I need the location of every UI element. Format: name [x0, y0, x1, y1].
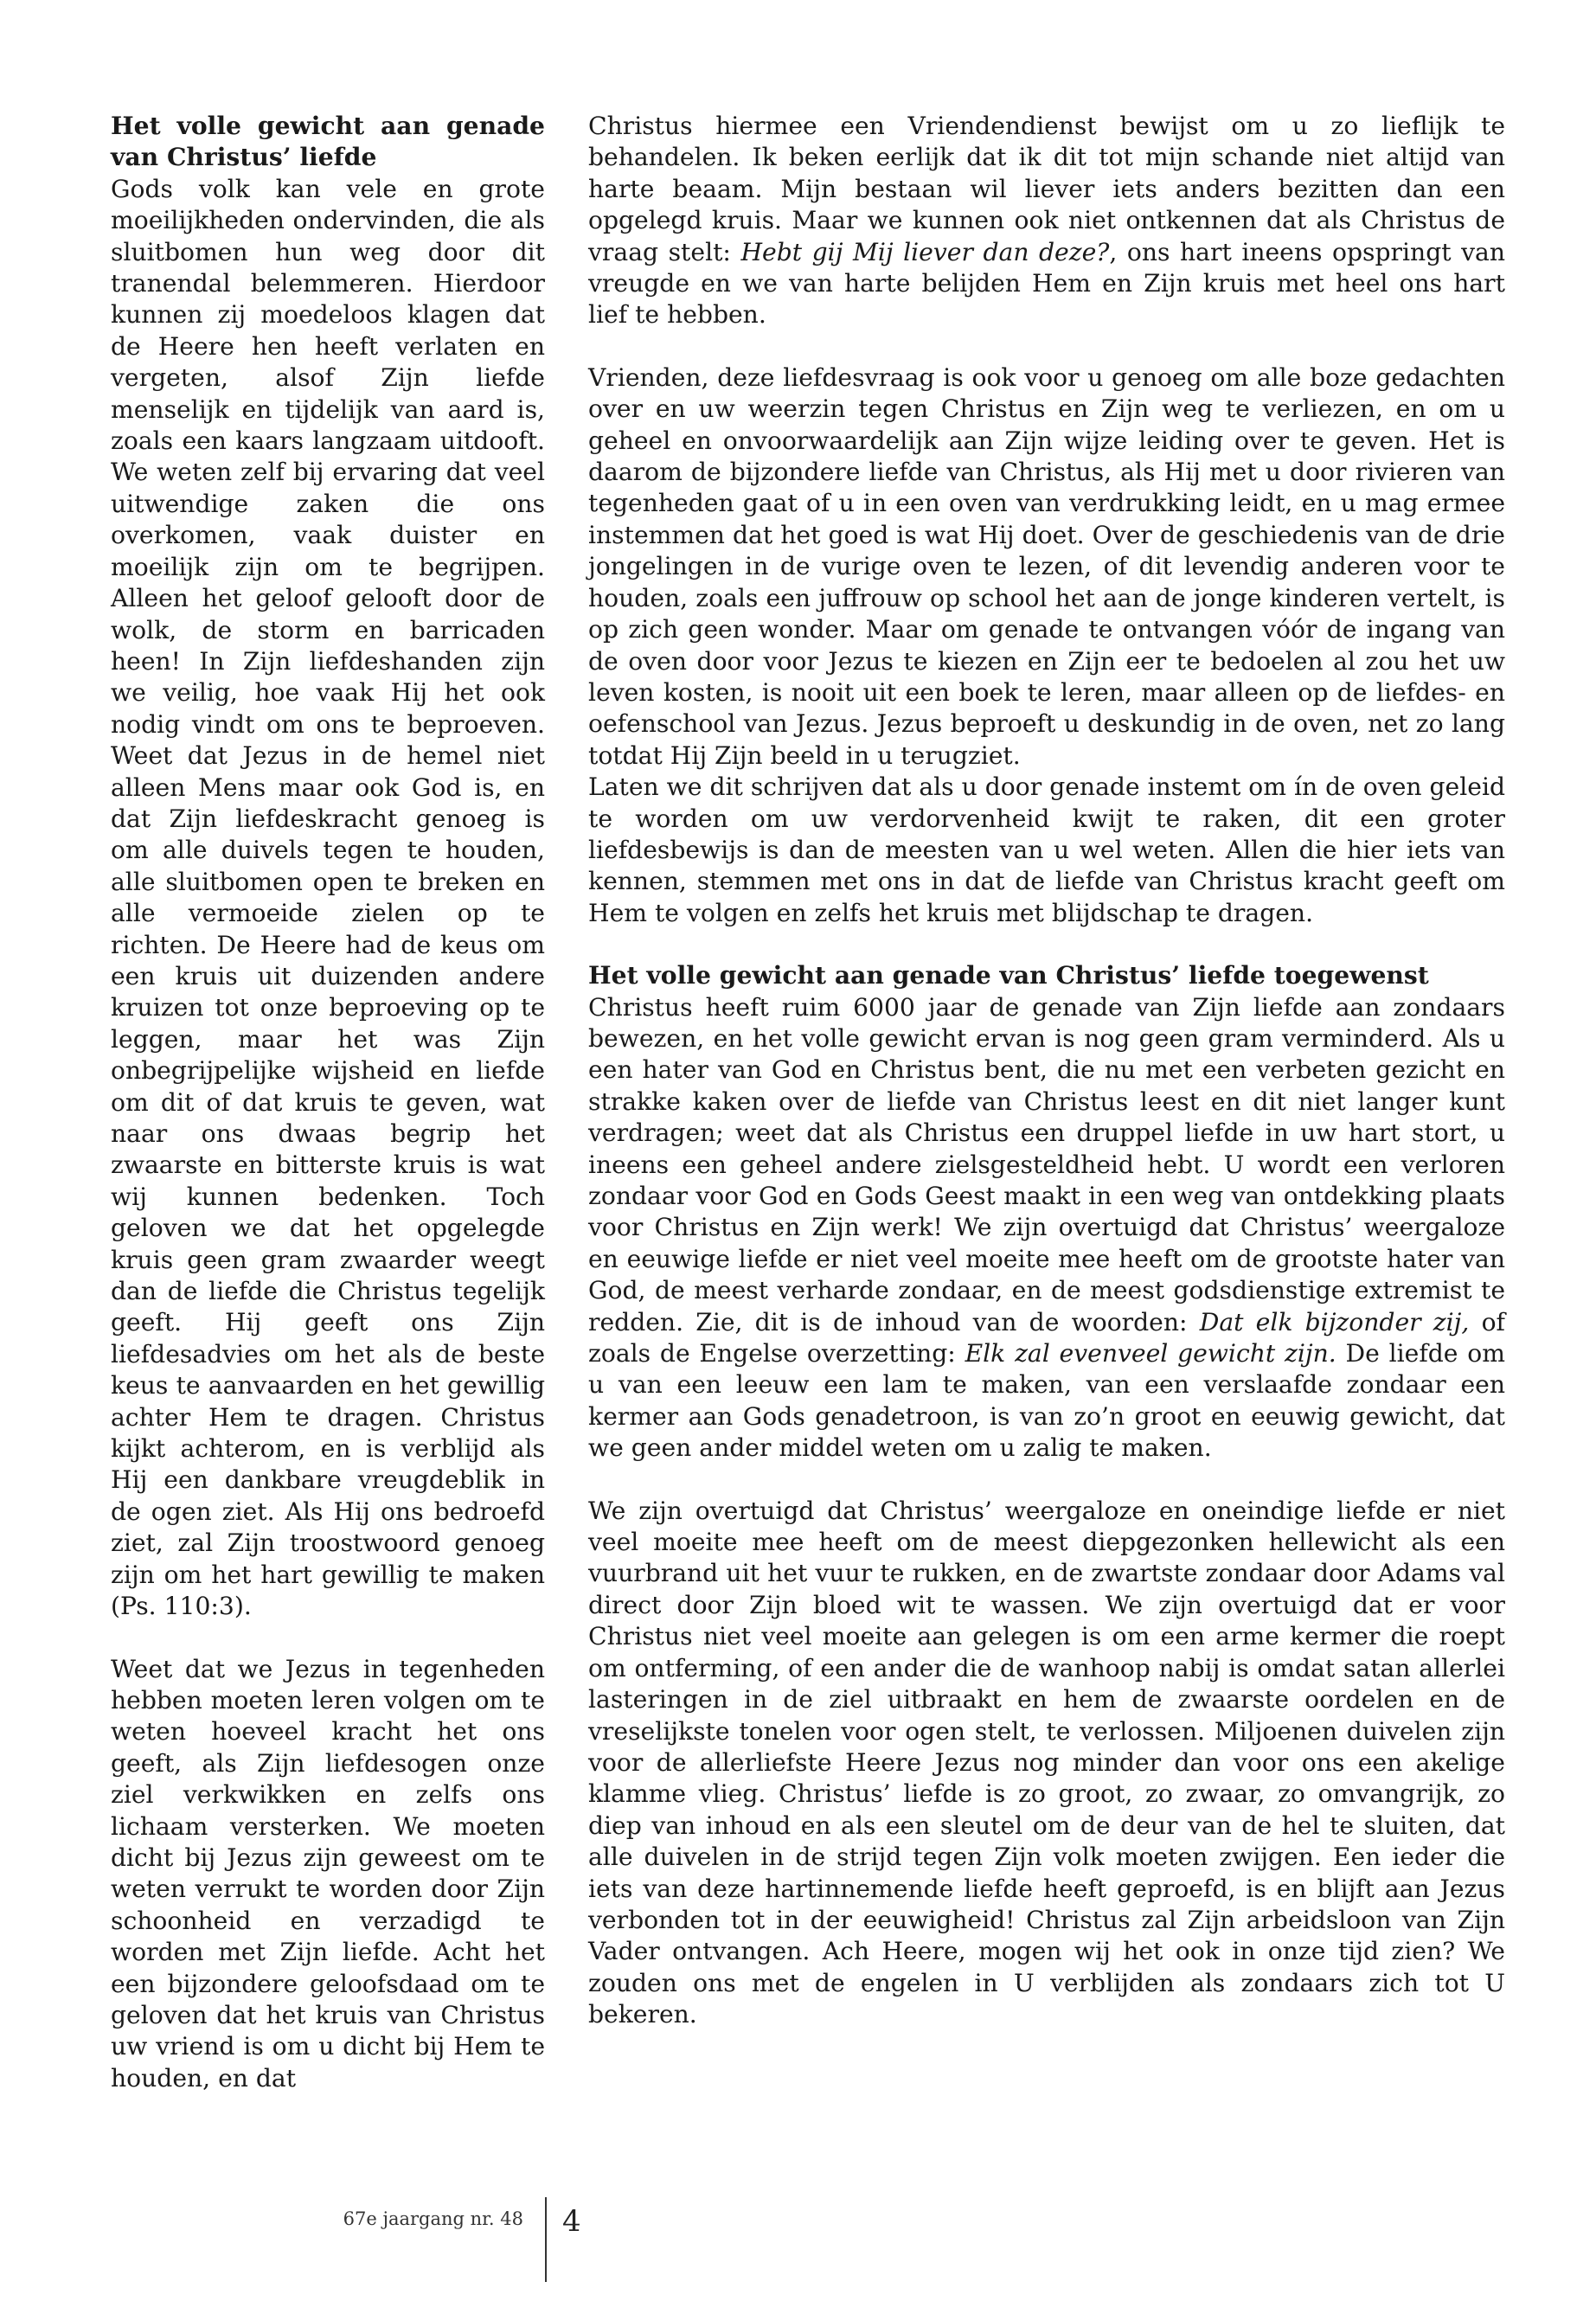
body-paragraph: We zijn overtuigd dat Christus’ weergaloze en oneindige liefde er niet veel moeite mee heeft om de meest diepgezonken hellewicht als een vuurbrand uit het vuur te rukken, en de zwartste zondaar door Adams val direct door Zijn bloed wit te wassen. We zijn overtuigd dat er voor Christus niet veel moeite aan gelegen is om een arme kermer die roept om ontferming, of een ander die de wanhoop nabij is omdat satan allerlei lasteringen in de ziel uitbraakt en hem de zwaarste oordelen en de vreselijkste tonelen voor ogen stelt, te verlossen. Miljoenen duivelen zijn voor de allerliefste Heere Jezus nog minder dan voor ons een akelige klamme vlieg. Christus’ liefde is zo groot, zo zwaar, zo omvangrijk, zo diep van inhoud en als een sleutel om de deur van de hel te sluiten, dat alle duivelen in de strijd tegen Zijn volk moeten zwijgen. Een ieder die iets van deze hartinnemende liefde heeft geproefd, is en blijft aan Jezus verbonden tot in der eeuwigheid! Christus zal Zijn arbeidsloon van Zijn Vader ontvangen. Ach Heere, mogen wij het ook in onze tijd zien? We zouden ons met de engelen in U verblijden als zondaars zich tot U bekeren. [588, 1496, 1505, 2029]
text-run: , ons hart ineens opspringt van vreugde en we van harte belijden Hem en Zijn kruis met heel ons hart lief te hebben. [588, 237, 1505, 330]
quote-italic: Hebt gij Mij liever dan deze? [740, 237, 1110, 266]
right-column [588, 111, 1505, 2031]
text-run: Christus hiermee een Vriendendienst bewijst om u zo lieflijk te behandelen. Ik beken eerlijk dat ik dit tot mijn schande niet altijd van harte beaam. Mijn bestaan wil liever iets anders bezitten dan een opgelegd kruis. Maar we kunnen ook niet ontkennen dat als Christus de vraag stelt: [588, 112, 1505, 266]
text-run: De liefde om u van een leeuw een lam te maken, van een verslaafde zondaar een kermer aan Gods genadetroon, is van zo’n groot en eeuwig gewicht, dat we geen ander middel weten om u zalig te maken. [588, 1339, 1505, 1463]
body-paragraph [588, 992, 1505, 1465]
section-heading: Het volle gewicht aan genade van Christus’ liefde [111, 112, 545, 172]
section-heading: Het volle gewicht aan genade van Christus’ liefde toegewenst [588, 961, 1429, 990]
text-run: Christus heeft ruim 6000 jaar de genade van Zijn liefde aan zondaars bewezen, en het volle gewicht ervan is nog geen gram verminderd. Als u een hater van God en Christus bent, die nu met een verbeten gezicht en strakke kaken over de liefde van Christus leest en dit niet langer kunt verdragen; weet dat als Christus een druppel liefde in uw hart stort, u ineens een geheel andere zielsgesteldheid hebt. U wordt een verloren zondaar voor God en Gods Geest maakt in een weg van ontdekking plaats voor Christus en Zijn werk! We zijn overtuigd dat Christus’ weergaloze en eeuwige liefde er niet veel moeite mee heeft om de grootste hater van God, de meest verharde zondaar, en de meest godsdienstige extremist te redden. Zie, dit is de inhoud van de woorden: [588, 992, 1505, 1336]
quote-italic: Dat elk bijzonder zij, [1199, 1307, 1470, 1336]
issue-label: 67e jaargang nr. 48 [343, 2208, 523, 2229]
page-footer [0, 2200, 1596, 2252]
left-column [111, 111, 545, 2094]
body-paragraph: Weet dat we Jezus in tegenheden hebben moeten leren volgen om te weten hoeveel kracht het ons geeft, als Zijn liefdesogen onze ziel verkwikken en zelfs ons lichaam versterken. We moeten dicht bij Jezus zijn geweest om te weten verrukt te worden door Zijn schoonheid en verzadigd te worden met Zijn liefde. Acht het een bijzondere geloofsdaad om te geloven dat het kruis van Christus uw vriend is om u dicht bij Hem te houden, en dat [111, 1654, 545, 2093]
body-paragraph [588, 111, 1505, 331]
body-paragraph: Vrienden, deze liefdesvraag is ook voor u genoeg om alle boze gedachten over en uw weerzin tegen Christus en Zijn weg te verliezen, en om u geheel en onvoorwaardelijk aan Zijn wijze leiding over te geven. Het is daarom de bijzondere liefde van Christus, als Hij met u door rivieren van tegenheden gaat of u in een oven van verdrukking leidt, en u mag ermee instemmen dat het goed is wat Hij doet. Over de geschiedenis van de drie jongelingen in de vurige oven te lezen, of dit levendig anderen voor te houden, zoals een juffrouw op school het aan de jonge kinderen vertelt, is op zich geen wonder. Maar om genade te ontvangen vóór de ingang van de oven door voor Jezus te kiezen en Zijn eer te bedoelen al zou het uw leven kosten, is nooit uit een boek te leren, maar alleen op de liefdes- en oefenschool van Jezus. Jezus beproeft u deskundig in de oven, net zo lang totdat Hij Zijn beeld in u terugziet. [588, 362, 1505, 770]
page-number: 4 [562, 2204, 581, 2239]
quote-italic: Elk zal evenveel gewicht zijn. [965, 1339, 1336, 1368]
footer-divider [545, 2197, 547, 2282]
text-run: of zoals de Engelse overzetting: [588, 1307, 1505, 1368]
body-paragraph: Gods volk kan vele en grote moeilijkheden ondervinden, die als sluitbomen hun weg door dit tranendal belemmeren. Hierdoor kunnen zij moedeloos klagen dat de Heere hen heeft verlaten en vergeten, alsof Zijn liefde menselijk en tijdelijk van aard is, zoals een kaars langzaam uitdooft. We weten zelf bij ervaring dat veel uitwendige zaken die ons overkomen, vaak duister en moeilijk zijn om te begrijpen. Alleen het geloof gelooft door de wolk, de storm en barricaden heen! In Zijn liefdeshanden zijn we veilig, hoe vaak Hij het ook nodig vindt om ons te beproeven. Weet dat Jezus in de hemel niet alleen Mens maar ook God is, en dat Zijn liefdeskracht genoeg is om alle duivels tegen te houden, alle sluitbomen open te breken en alle vermoeide zielen op te richten. De Heere had de keus om een kruis uit duizenden andere kruizen tot onze beproeving op te leggen, maar het was Zijn onbegrijpelijke wijsheid en liefde om dit of dat kruis te geven, wat naar ons dwaas begrip het zwaarste en bitterste kruis is wat wij kunnen bedenken. Toch geloven we dat het opgelegde kruis geen gram zwaarder weegt dan de liefde die Christus tegelijk geeft. Hij geeft ons Zijn liefdesadvies om het als de beste keus te aanvaarden en het gewillig achter Hem te dragen. Christus kijkt achterom, en is verblijd als Hij een dankbare vreugdeblik in de ogen ziet. Als Hij ons bedroefd ziet, zal Zijn troostwoord genoeg zijn om het hart gewillig te maken (Ps. 110:3). [111, 174, 545, 1621]
body-paragraph: Laten we dit schrijven dat als u door genade instemt om ín de oven geleid te worden om uw verdorvenheid kwijt te raken, dit een groter liefdesbewijs is dan de meesten van u wel weten. Allen die hier iets van kennen, stemmen met ons in dat de liefde van Christus kracht geeft om Hem te volgen en zelfs het kruis met blijdschap te dragen. [588, 772, 1505, 927]
